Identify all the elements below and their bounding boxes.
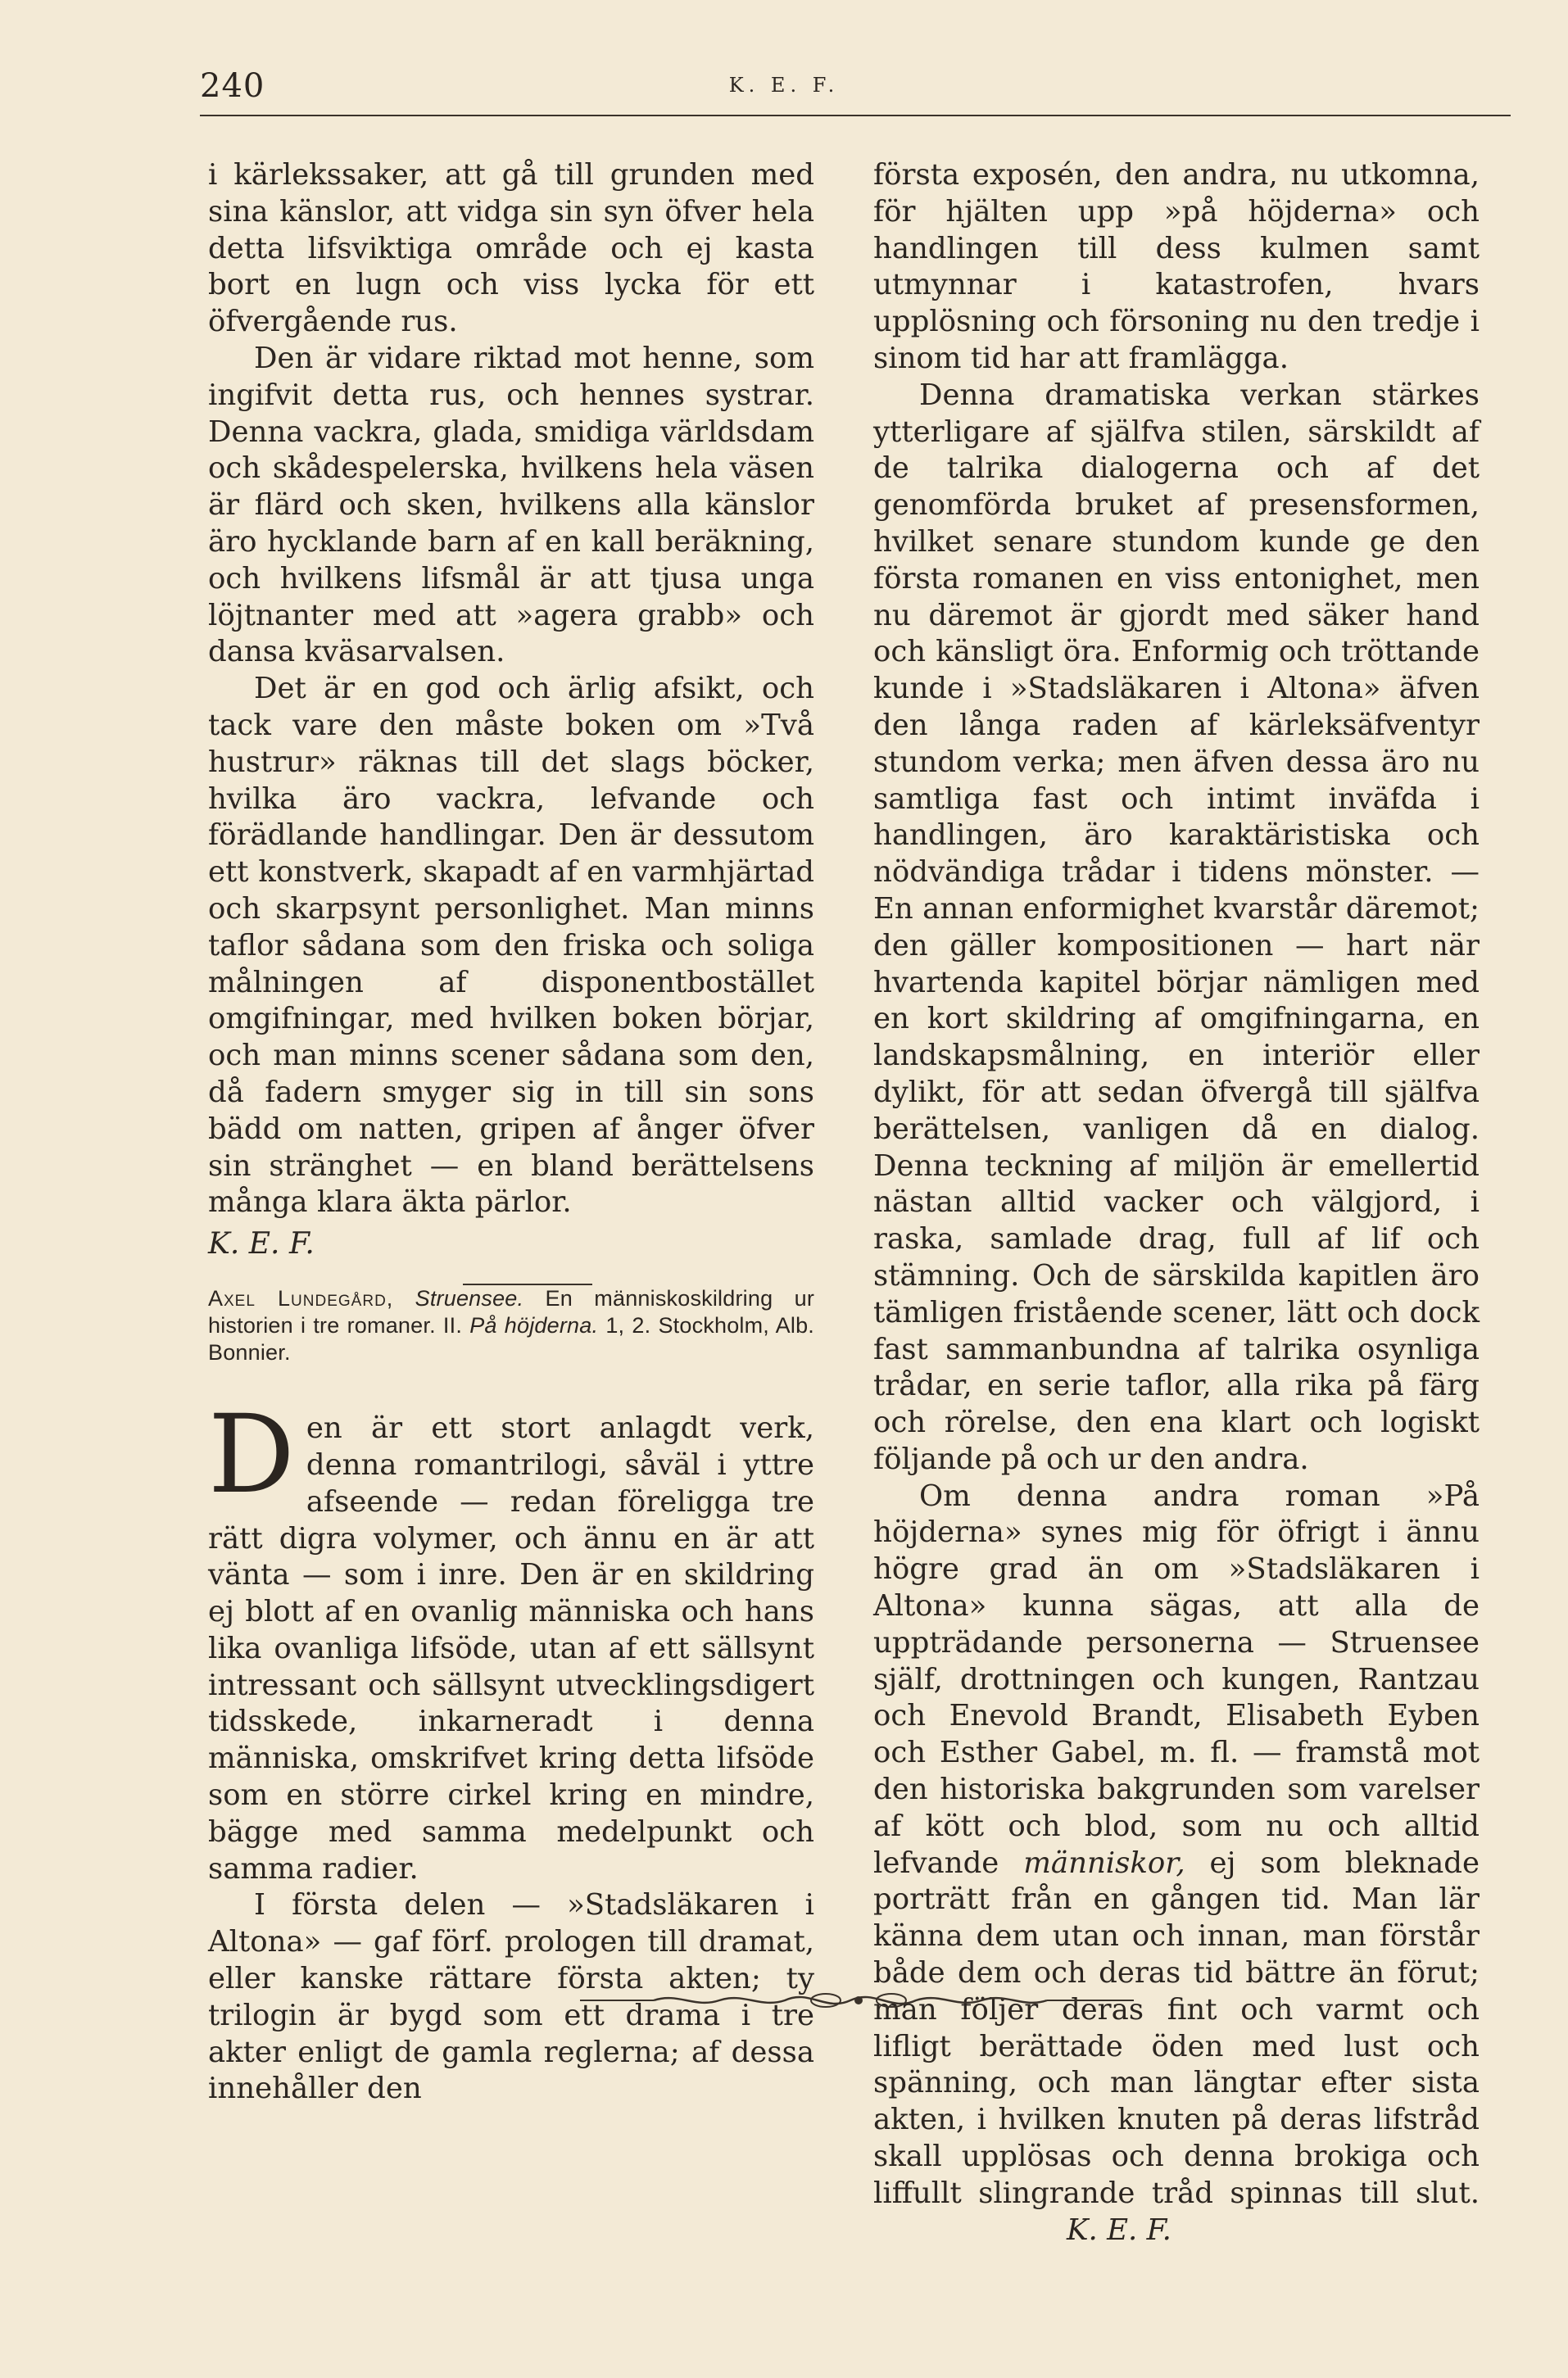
decorative-flourish-icon [580,1984,1134,2017]
review-opening-paragraph [208,1392,814,1887]
page-number: 240 [200,67,265,105]
right-paragraph-3 [873,1479,1480,2249]
review-publication: 1, 2. Stockholm, Alb. Bonnier. [208,1313,814,1366]
left-paragraph-3: Det är en god och ärlig afsikt, och tack vare den måste boken om »Två hustrur» räknas till det slags böcker, hvilka äro vackra, lefvande och förädlande handlingar. Den är dessutom ett konstverk, skapadt af en varmhjärtad och skarpsynt personlighet. Man minns taflor sådana som den friska och soliga målningen af disponentbostället omgifningar, med hvilken boken börjar, och man minns scener sådana som den, då fadern smyger sig in till sin sons bädd om natten, gripen af ånger öfver sin stränghet — en bland berättelsens många klara äkta pärlor. [208,672,814,1220]
review-part-title: På höjderna. [469,1313,599,1338]
left-paragraph-5: I första delen — »Stadsläkaren i Altona» — gaf förf. prologen till dramat, eller kanske rättare första akten; ty trilogin är bygd som ett drama i tre akter enligt de gamla reglerna; af dessa innehåller den [208,1888,814,2106]
review-author: Axel Lundegård, [208,1286,394,1311]
emphasized-word: människor, [1023,1846,1185,1880]
left-column [208,157,814,2108]
right-paragraph-1: första exposén, den andra, nu utkomna, för hjälten upp »på höjderna» och handlingen till dess kulmen samt utmynnar i katastrofen, hvars upplösning och försoning nu den tredje i sinom tid har att framlägga. [873,158,1480,375]
review-opening-text: en är ett stort anlagdt verk, denna romantrilogi, såväl i yttre afseende — redan föreligga tre rätt digra volymer, och ännu en är att vänta — som i inre. Den är en skildring ej blott af en ovanlig människa och hans lika ovanliga lifsöde, utan af ett sällsynt intressant och sällsynt utvecklingsdigert tidsskede, inkarneradt i denna människa, omskrifvet kring detta lifsöde som en större cirkel kring en mindre, bägge med samma medelpunkt och samma radier. [208,1411,814,1886]
page-header [0,0,1568,123]
running-head: K. E. F. [728,74,840,97]
drop-cap: D [208,1392,295,1519]
right-paragraph-3-continuation: ej som bleknade porträtt från en gången tid. Man lär känna dem utan och innan, man förstår både dem och deras tid bättre än förut; man följer deras fint och varmt och lifligt berättade öden med lust och spänning, och man längtar efter sista akten, i hvilken knuten på deras lifstråd skall upplösas och denna brokiga och liffullt slingrande tråd spinnas till slut. [873,1846,1480,2210]
right-signature: K. E. F. [1067,2213,1171,2247]
left-paragraph-2: Den är vidare riktad mot henne, som ingifvit detta rus, och hennes systrar. Denna vackra, glada, smidiga världsdam och skådespelerska, hvilkens hela väsen är flärd och sken, hvilkens alla känslor äro hycklande barn af en kall beräkning, och hvilkens lifsmål är att tjusa unga löjtnanter med att »agera grabb» och dansa kväsarvalsen. [208,341,814,669]
header-rule [200,115,1511,116]
right-column [873,157,1480,2249]
right-paragraph-2: Denna dramatiska verkan stärkes ytterligare af själfva stilen, särskildt af de talrika dialogerna och af det genomförda bruket af presensformen, hvilket senare stundom kunde ge den första romanen en viss entonighet, men nu däremot är gjordt med säker hand och känsligt öra. Enformig och tröttande kunde i »Stadsläkaren i Altona» äfven den långa raden af kärleksäfventyr stundom verka; men äfven dessa äro nu samtliga fast och intimt inväfda i handlingen, äro karaktäristiska och nödvändiga trådar i tidens mönster. — En annan enformighet kvarstår däremot; den gäller kompositionen — hart när hvartenda kapitel börjar nämligen med en kort skildring af omgifningarna, en landskapsmålning, en interiör eller dylikt, för att sedan öfvergå till själfva berättelsen, vanligen då en dialog. Denna teckning af miljön är emellertid nästan alltid vacker och välgjord, i raska, samlade drag, full af lif och stämning. Och de särskilda kapitlen äro tämligen fristående scener, lätt och dock fast sammanbundna af talrika osynliga trådar, en serie taflor, alla rika på färg och rörelse, den ena klart och logiskt följande på och ur den andra. [873,378,1480,1476]
review-book-title: Struensee. [415,1286,524,1311]
signature: K. E. F. [208,1227,315,1261]
right-paragraph-3-text: Om denna andra roman »På höjderna» synes mig för öfrigt i ännu högre grad än om »Stadsläkaren i Altona» kunna sägas, att alla de uppträdande personerna — Struensee själf, drottningen och kungen, Rantzau och Enevold Brandt, Elisabeth Eyben och Esther Gabel, m. fl. — framstå mot den historiska bakgrunden som varelser af kött och blod, som nu och alltid lefvande [873,1479,1480,1880]
section-divider [463,1284,592,1285]
review-heading [208,1285,814,1366]
left-paragraph-1: i kärlekssaker, att gå till grunden med sina känslor, att vidga sin syn öfver hela detta lifsviktiga område och ej kasta bort en lugn och viss lycka för ett öfvergående rus. [208,158,814,339]
review-subtitle: En människoskildring ur historien i tre romaner. II. [208,1286,815,1338]
